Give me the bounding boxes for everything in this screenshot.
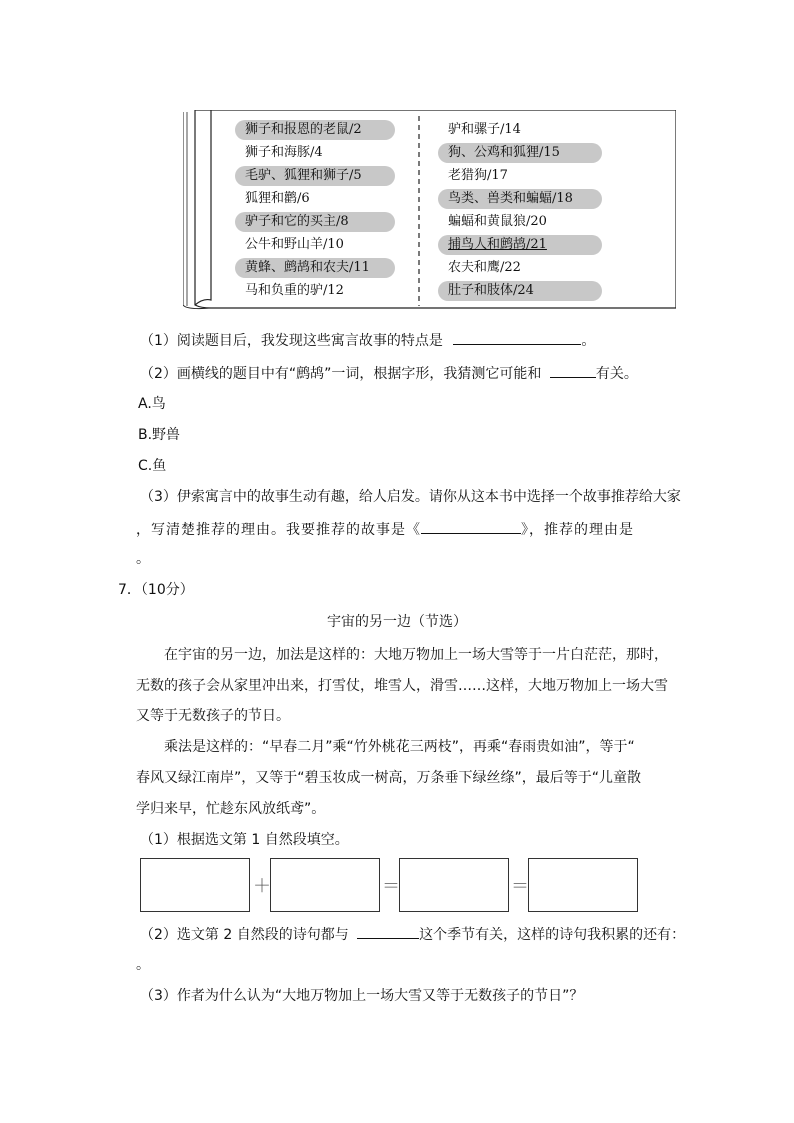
q7-sub2-text-b: 这个季节有关，这样的诗句我积累的还有：	[419, 927, 686, 943]
q6-sub3-story-blank[interactable]	[421, 519, 521, 534]
option-c[interactable]: C.鱼	[138, 458, 167, 474]
equals-sign-1: ＝	[382, 876, 400, 897]
para2-line3: 学归来早，忙趁东风放纸鸢”。	[136, 801, 326, 817]
para1-line2: 无数的孩子会从家里冲出来，打雪仗，堆雪人，滑雪……这样，大地万物加上一场大雪	[136, 678, 668, 694]
toc-entry-title: 驴和骡子/14	[448, 122, 521, 137]
q7-sub2-end: 。	[136, 957, 150, 973]
toc-entry	[235, 143, 333, 163]
book-table-of-contents	[183, 110, 676, 310]
para1-line1: 在宇宙的另一边，加法是这样的：大地万物加上一场大雪等于一片白茫茫，那时，	[164, 647, 668, 663]
q6-sub2	[140, 363, 638, 384]
para1-line3: 又等于无数孩子的节日。	[136, 708, 290, 724]
option-a[interactable]: A.鸟	[138, 396, 166, 412]
answer-box-1[interactable]	[140, 858, 250, 912]
q7-sub1: （1）根据选文第 1 自然段填空。	[140, 832, 349, 848]
toc-entry-title: 毛驴、狐狸和狮子/5	[245, 168, 362, 183]
toc-entry	[438, 189, 602, 209]
q6-sub3-line1: （3）伊索寓言中的故事生动有趣，给人启发。请你从这本书中选择一个故事推荐给大家	[140, 489, 681, 505]
toc-entry-title: 驴子和它的买主/8	[245, 214, 349, 229]
q6-sub1-text: （1）阅读题目后，我发现这些寓言故事的特点是	[140, 333, 443, 349]
toc-entry-title: 狐狸和鹳/6	[245, 191, 310, 206]
answer-box-2[interactable]	[270, 858, 380, 912]
toc-entry-title: 黄蜂、鹧鸪和农夫/11	[245, 260, 370, 275]
toc-entry	[235, 281, 354, 301]
toc-entry	[235, 258, 395, 278]
toc-entry	[438, 281, 602, 301]
q6-sub2-end: 有关。	[595, 366, 638, 382]
toc-entry	[438, 120, 531, 140]
toc-entry	[235, 166, 395, 186]
q6-sub1	[140, 330, 595, 351]
toc-entry-title: 捕鸟人和鹧鸪/21	[448, 237, 547, 252]
q7-sub2	[140, 924, 685, 945]
toc-entry	[235, 189, 320, 209]
toc-entry-title: 鸟类、兽类和蝙蝠/18	[448, 191, 573, 206]
q6-sub2-text: （2）画横线的题目中有“鹧鸪”一词，根据字形，我猜测它可能和	[140, 366, 542, 382]
book-outline-drawing	[183, 110, 676, 310]
q6-sub1-blank[interactable]	[453, 330, 581, 345]
toc-entry	[235, 235, 354, 255]
toc-entry-title: 狮子和报恩的老鼠/2	[245, 122, 362, 137]
para2-line1: 乘法是这样的：“早春二月”乘“竹外桃花三两枝”，再乘“春雨贵如油”，等于“	[164, 739, 635, 755]
answer-box-3[interactable]	[399, 858, 509, 912]
answer-box-4[interactable]	[528, 858, 638, 912]
q6-sub1-end: 。	[581, 333, 596, 349]
toc-entry-title: 公牛和野山羊/10	[245, 237, 344, 252]
para2-line2: 春风又绿江南岸”，又等于“碧玉妆成一树高，万条垂下绿丝绦”，最后等于“儿童散	[136, 770, 642, 786]
plus-sign: ＋	[253, 876, 271, 897]
toc-entry-title: 狮子和海豚/4	[245, 145, 323, 160]
q7-sub3: （3）作者为什么认为“大地万物加上一场大雪又等于无数孩子的节日”？	[140, 988, 584, 1004]
q7-sub2-season-blank[interactable]	[357, 924, 419, 939]
q6-sub2-blank[interactable]	[550, 363, 596, 378]
toc-entry	[438, 212, 557, 232]
toc-entry	[235, 120, 395, 140]
toc-entry	[235, 212, 395, 232]
toc-entry	[438, 143, 602, 163]
toc-entry-title: 老猎狗/17	[448, 168, 508, 183]
toc-entry-title: 狗、公鸡和狐狸/15	[448, 145, 560, 160]
q7-header: 7．（10分）	[118, 582, 194, 598]
toc-entry	[438, 235, 602, 255]
toc-entry	[438, 166, 518, 186]
toc-entry-title: 肚子和肢体/24	[448, 283, 534, 298]
q7-sub2-text-a: （2）选文第 2 自然段的诗句都与	[140, 927, 349, 943]
equals-sign-2: ＝	[511, 876, 529, 897]
passage-title: 宇宙的另一边（节选）	[327, 614, 467, 630]
toc-entry-title: 马和负重的驴/12	[245, 283, 344, 298]
toc-entry	[438, 258, 531, 278]
q6-sub3-line3: 。	[136, 551, 150, 567]
q6-sub3-text-a: ，写清楚推荐的理由。我要推荐的故事是《	[136, 522, 421, 538]
option-b[interactable]: B.野兽	[138, 427, 181, 443]
q6-sub3-line2	[136, 519, 634, 540]
toc-entry-title: 蝙蝠和黄鼠狼/20	[448, 214, 547, 229]
toc-entry-title: 农夫和鹰/22	[448, 260, 521, 275]
q6-sub3-text-b: 》，推荐的理由是	[521, 522, 634, 538]
